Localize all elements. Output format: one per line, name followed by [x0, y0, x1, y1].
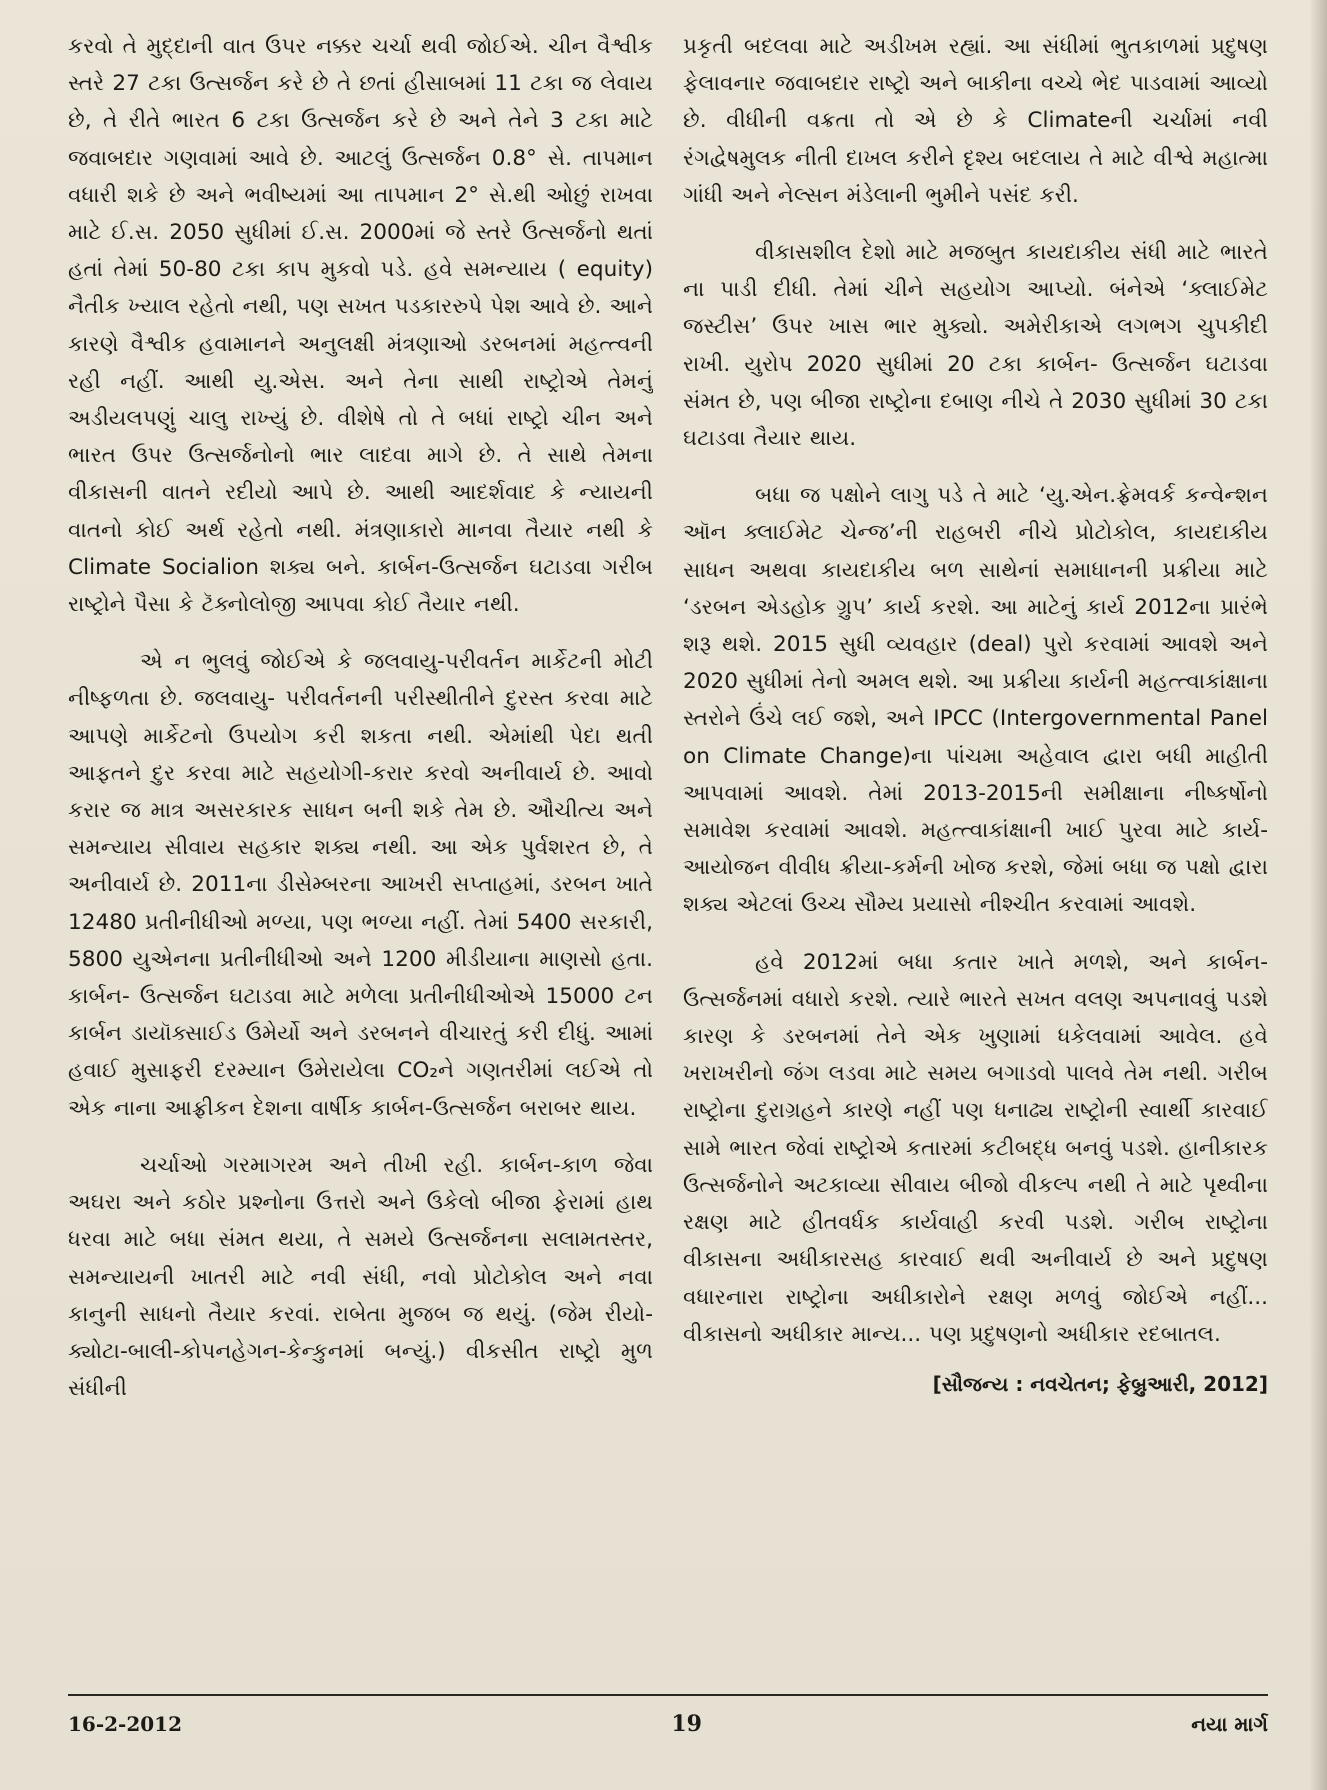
paragraph: કરવો તે મુદ્દાની વાત ઉપર નક્કર ચર્ચા થવી જોઈએ. ચીન વૈશ્વીક સ્તરે 27 ટકા ઉત્સર્જન કરે છે તે છતાં હીસાબમાં 11 ટકા જ લેવાય છે, તે રીતે ભારત 6 ટકા ઉત્સર્જન કરે છે અને તેને 3 ટકા માટે જવાબદાર ગણવામાં આવે છે. આટલું ઉત્સર્જન 0.8° સે. તાપમાન વધારી શકે છે અને ભવીષ્યમાં આ તાપમાન 2° સે.થી ઓછું રાખવા માટે ઈ.સ. 2050 સુધીમાં ઈ.સ. 2000માં જે સ્તરે ઉત્સર્જનો થતાં હતાં તેમાં 50-80 ટકા કાપ મુકવો પડે. હવે સમન્યાય ( equity) નૈતીક ખ્યાલ રહેતો નથી, પણ સખત પડકારરુપે પેશ આવે છે. આને કારણે વૈશ્વીક હવામાનને અનુલક્ષી મંત્રણાઓ ડરબનમાં મહત્ત્વની રહી નહીં. આથી યુ.એસ. અને તેના સાથી રાષ્ટ્રોએ તેમનું અડીયલપણું ચાલુ રાખ્યું છે. વીશેષે તો તે બધાં રાષ્ટ્રો ચીન અને ભારત ઉપર ઉત્સર્જનોનો ભાર લાદવા માગે છે. તે સાથે તેમના વીકાસની વાતને રદીયો આપે છે. આથી આદર્શવાદ કે ન્યાયની વાતનો કોઈ અર્થ રહેતો નથી. મંત્રણાકારો માનવા તૈયાર નથી કે Climate Socialion શક્ય બને. કાર્બન-ઉત્સર્જન ઘટાડવા ગરીબ રાષ્ટ્રોને પૈસા કે ટૅક્નોલોજી આપવા કોઈ તૈયાર નથી. — [68, 34, 653, 618]
source-credit: [સૌજન્ય : નવચેતન; ફેબ્રુઆરી, 2012] — [932, 1371, 1268, 1396]
paragraph: પ્રકૃતી બદલવા માટે અડીખમ રહ્યાં. આ સંધીમાં ભુતકાળમાં પ્રદુષણ ફેલાવનાર જવાબદાર રાષ્ટ્રો અને બાકીના વચ્ચે ભેદ પાડવામાં આવ્યો છે. વીધીની વક્રતા તો એ છે કે Climateની ચર્ચામાં નવી રંગદ્વેષમુલક નીતી દાખલ કરીને દૃશ્ય બદલાય તે માટે વીશ્વે મહાત્મા ગાંધી અને નેલ્સન મંડેલાની ભુમીને પસંદ કરી. — [683, 34, 1268, 208]
paragraph: એ ન ભુલવું જોઈએ કે જલવાયુ-પરીવર્તન માર્કેટની મોટી નીષ્ફળતા છે. જલવાયુ- પરીવર્તનની પરીસ્થીતીને દુરસ્ત કરવા માટે આપણે માર્કેટનો ઉપયોગ કરી શકતા નથી. એમાંથી પેદા થતી આફતને દુર કરવા માટે સહયોગી-કરાર કરવો અનીવાર્ય છે. આવો કરાર જ માત્ર અસરકારક સાધન બની શકે તેમ છે. ઔચીત્ય અને સમન્યાય સીવાય સહકાર શક્ય નથી. આ એક પુર્વશરત છે, તે અનીવાર્ય છે. 2011ના ડીસેમ્બરના આખરી સપ્તાહમાં, ડરબન ખાતે 12480 પ્રતીનીધીઓ મળ્યા, પણ ભળ્યા નહીં. તેમાં 5400 સરકારી, 5800 યુએનના પ્રતીનીધીઓ અને 1200 મીડીયાના માણસો હતા. કાર્બન- ઉત્સર્જન ઘટાડવા માટે મળેલા પ્રતીનીધીઓએ 15000 ટન કાર્બન ડાયૉક્સાઈડ ઉમેર્યો અને ડરબનને વીચારતું કરી દીધું. આમાં હવાઈ મુસાફરી દરમ્યાન ઉમેરાયેલા CO₂ને ગણતરીમાં લઈએ તો એક નાના આફ્રીકન દેશના વાર્ષીક કાર્બન-ઉત્સર્જન બરાબર થાય. — [68, 649, 653, 1121]
publication-name: નયા માર્ગ — [1191, 1712, 1268, 1736]
paragraph: વીકાસશીલ દેશો માટે મજબુત કાયદાકીય સંધી માટે ભારતે ના પાડી દીધી. તેમાં ચીને સહયોગ આપ્યો. બંનેએ ‘ક્લાઈમેટ જસ્ટીસ’ ઉપર ખાસ ભાર મુક્યો. અમેરીકાએ લગભગ ચુપકીદી રાખી. યુરોપ 2020 સુધીમાં 20 ટકા કાર્બન- ઉત્સર્જન ઘટાડવા સંમત છે, પણ બીજા રાષ્ટ્રોના દબાણ નીચે તે 2030 સુધીમાં 30 ટકા ઘટાડવા તૈયાર થાય. — [683, 240, 1268, 452]
paragraph: હવે 2012માં બધા કતાર ખાતે મળશે, અને કાર્બન-ઉત્સર્જનમાં વધારો કરશે. ત્યારે ભારતે સખત વલણ અપનાવવું પડશે કારણ કે ડરબનમાં તેને એક ખુણામાં ધકેલવામાં આવેલ. હવે ખરાખરીનો જંગ લડવા માટે સમય બગાડવો પાલવે તેમ નથી. ગરીબ રાષ્ટ્રોના દુરાગ્રહને કારણે નહીં પણ ધનાઢ્ય રાષ્ટ્રોની સ્વાર્થી કારવાઈ સામે ભારત જેવાં રાષ્ટ્રોએ કતારમાં કટીબદ્ધ બનવું પડશે. હાનીકારક ઉત્સર્જનોને અટકાવ્યા સીવાય બીજો વીકલ્પ નથી તે માટે પૃથ્વીના રક્ષણ માટે હીતવર્ધક કાર્યવાહી કરવી પડશે. ગરીબ રાષ્ટ્રોના વીકાસના અધીકારસહ કારવાઈ થવી અનીવાર્ય છે અને પ્રદુષણ વધારનારા રાષ્ટ્રોના અધીકારોને રક્ષણ મળવું જોઈએ નહીં... વીકાસનો અધીકાર માન્ય... પણ પ્રદુષણનો અધીકાર રદબાતલ. — [683, 949, 1268, 1347]
right-column — [683, 28, 1268, 1668]
footer-date: 16-2-2012 — [68, 1712, 183, 1736]
paragraph: ચર્ચાઓ ગરમાગરમ અને તીખી રહી. કાર્બન-કાળ જેવા અઘરા અને કઠોર પ્રશ્નોના ઉત્તરો અને ઉકેલો બીજા ફેરામાં હાથ ધરવા માટે બધા સંમત થયા, તે સમયે ઉત્સર્જનના સલામતસ્તર, સમન્યાયની ખાતરી માટે નવી સંધી, નવો પ્રોટોકોલ અને નવા કાનુની સાધનો તૈયાર કરવાં. રાબેતા મુજબ જ થયું. (જેમ રીયો-ક્યોટા-બાલી-કોપનહેગન-કેન્કુનમાં બન્યું.) વીકસીત રાષ્ટ્રો મુળ સંધીની — [68, 1152, 653, 1402]
article-columns — [68, 28, 1268, 1668]
footer-rule — [68, 1694, 1268, 1696]
paragraph: બધા જ પક્ષોને લાગુ પડે તે માટે ‘યુ.એન.ફ્રેમવર્ક કન્વેન્શન ઑન ક્લાઈમેટ ચેન્જ’ની રાહબરી નીચે પ્રોટોકોલ, કાયદાકીય સાધન અથવા કાયદાકીય બળ સાથેનાં સમાધાનની પ્રક્રીયા માટે ‘ડરબન એડહોક ગ્રુપ’ કાર્ય કરશે. આ માટેનું કાર્ય 2012ના પ્રારંભે શરૂ થશે. 2015 સુધી વ્યવહાર (deal) પુરો કરવામાં આવશે અને 2020 સુધીમાં તેનો અમલ થશે. આ પ્રક્રીયા કાર્યની મહત્ત્વાકાંક્ષાના સ્તરોને ઉંચે લઈ જશે, અને IPCC (Intergovernmental Panel on Climate Change)ના પાંચમા અહેવાલ દ્વારા બધી માહીતી આપવામાં આવશે. તેમાં 2013-2015ની સમીક્ષાના નીષ્કર્ષોનો સમાવેશ કરવામાં આવશે. મહત્ત્વાકાંક્ષાની ખાઈ પુરવા માટે કાર્ય-આયોજન વીવીધ ક્રીયા-કર્મની ખોજ કરશે, જેમાં બધા જ પક્ષો દ્વારા શક્ય એટલાં ઉચ્ચ સૌમ્ય પ્રયાસો નીશ્ચીત કરવામાં આવશે. — [683, 483, 1268, 918]
page-edge-shadow — [1309, 0, 1327, 1790]
left-column — [68, 28, 653, 1668]
page-footer — [68, 1704, 1268, 1744]
page-number: 19 — [671, 1711, 702, 1737]
